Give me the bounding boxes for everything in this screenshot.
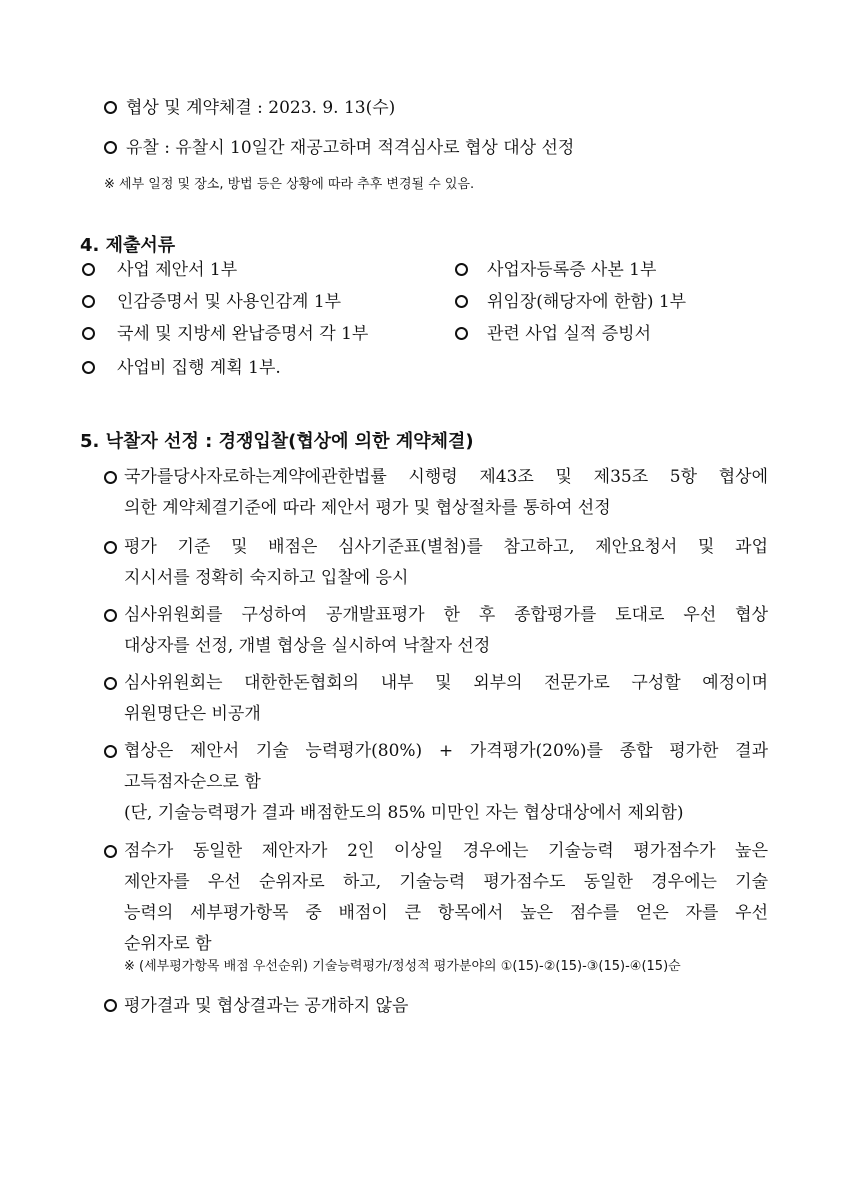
selection-paragraph-2: 평가 기준 및 배점은 심사기준표(별첨)를 참고하고, 제안요청서 및 과업 지시서를 정확히 숙지하고 입찰에 응시 xyxy=(124,537,768,588)
bullet-circle-icon xyxy=(104,609,117,622)
bullet-circle-icon xyxy=(104,541,117,554)
doc-item-seal-certificate: 인감증명서 및 사용인감계 1부 xyxy=(117,292,342,312)
selection-paragraph-1: 국가를당사자로하는계약에관한법률 시행령 제43조 및 제35조 5항 협상에 의한 계약체결기준에 따라 제안서 평가 및 협상절차를 통하여 선정 xyxy=(124,467,768,518)
bullet-circle-icon xyxy=(455,263,468,276)
bullet-circle-icon xyxy=(455,295,468,308)
section-4-heading: 4. 제출서류 xyxy=(80,235,176,256)
bullet-circle-icon xyxy=(104,101,117,114)
doc-item-budget-plan: 사업비 집행 계획 1부. xyxy=(117,358,281,378)
bullet-circle-icon xyxy=(82,361,95,374)
bullet-circle-icon xyxy=(104,677,117,690)
schedule-note: ※ 세부 일정 및 장소, 방법 등은 상황에 따라 추후 변경될 수 있음. xyxy=(104,177,475,192)
bullet-circle-icon xyxy=(82,263,95,276)
doc-item-tax-certificate: 국세 및 지방세 완납증명서 각 1부 xyxy=(117,324,369,344)
doc-item-proposal: 사업 제안서 1부 xyxy=(117,260,238,280)
selection-paragraph-3: 심사위원회를 구성하여 공개발표평가 한 후 종합평가를 토대로 우선 협상 대상자를 선정, 개별 협상을 실시하여 낙찰자 선정 xyxy=(124,605,768,656)
bullet-circle-icon xyxy=(104,141,117,154)
bullet-circle-icon xyxy=(104,471,117,484)
failed-bid-line: 유찰 : 유찰시 10일간 재공고하며 적격심사로 협상 대상 선정 xyxy=(126,138,575,158)
bullet-circle-icon xyxy=(82,295,95,308)
doc-item-power-of-attorney: 위임장(해당자에 한함) 1부 xyxy=(487,292,687,312)
bullet-circle-icon xyxy=(104,745,117,758)
selection-paragraph-5: 협상은 제안서 기술 능력평가(80%) + 가격평가(20%)를 종합 평가한 결과 고득점자순으로 함 (단, 기술능력평가 결과 배점한도의 85% 미만인 자는 협상대상에서 제외함) xyxy=(124,741,768,823)
section-5-heading: 5. 낙찰자 선정 : 경쟁입찰(협상에 의한 계약체결) xyxy=(80,431,474,452)
selection-paragraph-4: 심사위원회는 대한한돈협회의 내부 및 외부의 전문가로 구성할 예정이며 위원명단은 비공개 xyxy=(124,673,768,724)
selection-paragraph-7: 평가결과 및 협상결과는 공개하지 않음 xyxy=(124,996,409,1016)
bullet-circle-icon xyxy=(82,327,95,340)
doc-item-business-registration: 사업자등록증 사본 1부 xyxy=(487,260,657,280)
doc-item-performance-proof: 관련 사업 실적 증빙서 xyxy=(487,324,652,344)
contract-date-line: 협상 및 계약체결 : 2023. 9. 13(수) xyxy=(126,98,396,118)
bullet-circle-icon xyxy=(455,327,468,340)
bullet-circle-icon xyxy=(104,999,117,1012)
priority-note: ※ (세부평가항목 배점 우선순위) 기술능력평가/정성적 평가분야의 ①(15)-②(15)-③(15)-④(15)순 xyxy=(124,959,681,974)
selection-paragraph-6: 점수가 동일한 제안자가 2인 이상일 경우에는 기술능력 평가점수가 높은 제안자를 우선 순위자로 하고, 기술능력 평가점수도 동일한 경우에는 기술 능력의 세부평가항목 중 배점이 큰 항목에서 높은 점수를 얻은 자를 우선 순위자로 함 xyxy=(124,841,768,954)
bullet-circle-icon xyxy=(104,845,117,858)
